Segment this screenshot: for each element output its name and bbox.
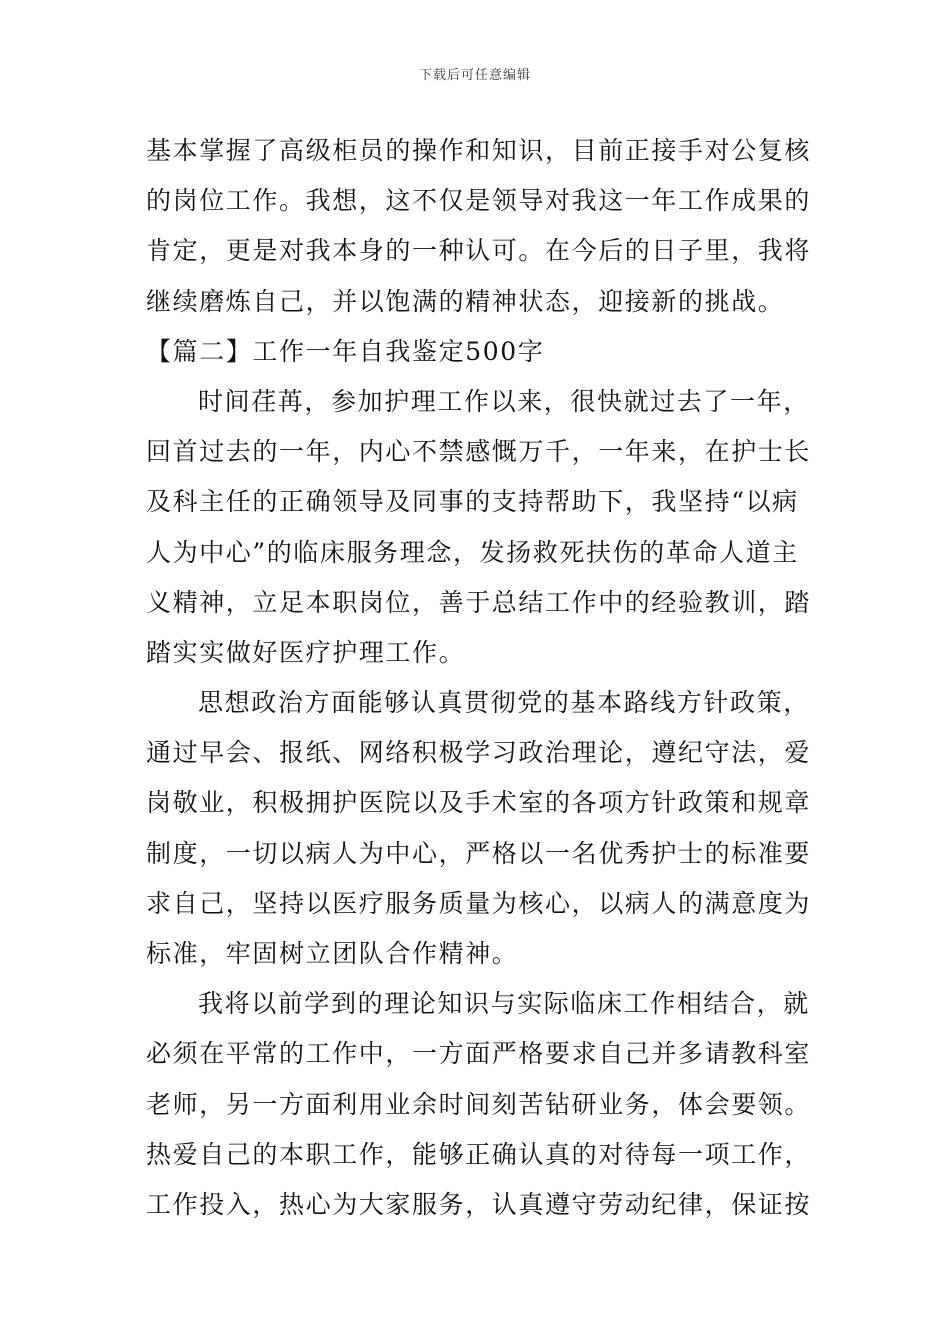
document-body — [146, 126, 812, 1230]
text-line: 工作投入，热心为大家服务，认真遵守劳动纪律，保证按 — [146, 1189, 812, 1219]
text-line: 老师，另一方面利用业余时间刻苦钻研业务，体会要领。 — [146, 1089, 812, 1119]
text-line: 踏实实做好医疗护理工作。 — [146, 637, 466, 667]
text-line: 义精神，立足本职岗位，善于总结工作中的经验教训，踏 — [146, 587, 812, 617]
text-line: 热爱自己的本职工作，能够正确认真的对待每一项工作， — [146, 1139, 812, 1169]
text-line: 通过早会、报纸、网络积极学习政治理论，遵纪守法，爱 — [146, 738, 812, 768]
text-line: 人为中心”的临床服务理念，发扬救死扶伤的革命人道主 — [146, 537, 799, 567]
text-line: 时间荏苒，参加护理工作以来，很快就过去了一年， — [198, 386, 810, 416]
text-line: 回首过去的一年，内心不禁感慨万千，一年来，在护士长 — [146, 437, 812, 467]
text-line: 思想政治方面能够认真贯彻党的基本路线方针政策， — [198, 688, 810, 718]
text-line: 制度，一切以病人为中心，严格以一名优秀护士的标准要 — [146, 838, 812, 868]
text-line: 必须在平常的工作中，一方面严格要求自己并多请教科室 — [146, 1039, 812, 1069]
text-line: 及科主任的正确领导及同事的支持帮助下，我坚持“以病 — [146, 487, 799, 517]
section-heading: 【篇二】工作一年自我鉴定500字 — [146, 336, 545, 366]
text-line: 标准，牢固树立团队合作精神。 — [146, 939, 519, 968]
text-line: 求自己，坚持以医疗服务质量为核心，以病人的满意度为 — [146, 888, 812, 918]
text-line: 肯定，更是对我本身的一种认可。在今后的日子里，我将 — [146, 236, 812, 266]
text-line: 的岗位工作。我想，这不仅是领导对我这一年工作成果的 — [146, 186, 812, 216]
text-line: 岗敬业，积极拥护医院以及手术室的各项方针政策和规章 — [146, 788, 812, 818]
text-line: 我将以前学到的理论知识与实际临床工作相结合，就 — [198, 989, 810, 1019]
text-line: 继续磨炼自己，并以饱满的精神状态，迎接新的挑战。 — [146, 286, 785, 316]
text-line: 基本掌握了高级柜员的操作和知识，目前正接手对公复核 — [146, 136, 812, 165]
page-header: 下载后可任意编辑 — [418, 68, 531, 83]
